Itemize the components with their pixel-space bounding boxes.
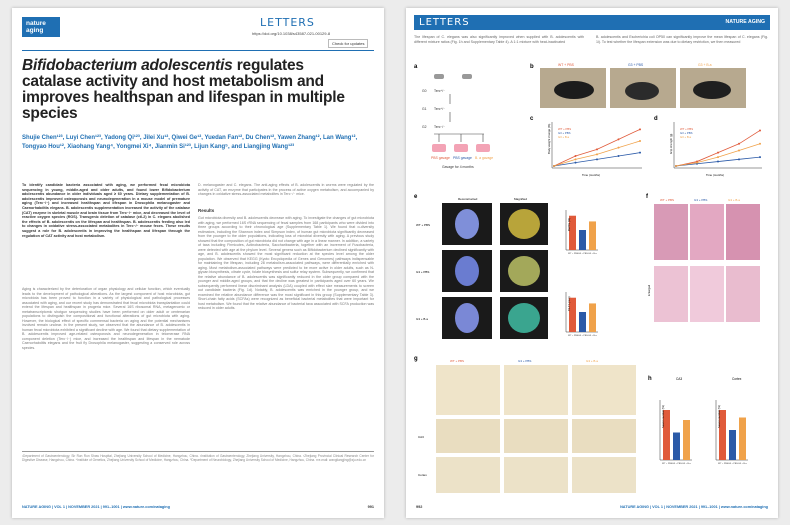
photo-label-g3: G3 + PBS [628, 63, 644, 67]
tick-label: G3 + B.a [738, 463, 747, 465]
chart-grip-strength [675, 127, 761, 167]
row-label-ca3: CA3 [418, 435, 424, 439]
right-journal-name: NATURE AGING [725, 19, 765, 25]
panel-c-label: c [530, 116, 534, 122]
legend-entry: G3 + B.a [558, 135, 570, 139]
microct-images [442, 203, 548, 339]
data-point [717, 152, 719, 154]
chart-h2-title: Cortex [732, 377, 742, 381]
mouse-photo-ba [693, 81, 731, 99]
logo-line-1: nature [26, 20, 46, 27]
hist-label-wt: WT + PBS [660, 198, 675, 202]
tick-label: WT + PBS [718, 463, 729, 465]
legend-entry: WT + PBS [680, 127, 694, 131]
mouse-photo-g3 [625, 82, 659, 100]
data-point [596, 148, 598, 150]
panel-h-label: h [648, 376, 652, 382]
axis-e-bar2: Tb.Th (mm) [567, 296, 571, 311]
right-col2-text: B. adolescentis and Escherichia coli OP50 can significantly improve the mean lifespan of C. elegans (Fig. 1i). To test whether the lifespan extension was due to dietary restriction, we then measured [596, 35, 768, 44]
left-page [12, 8, 384, 518]
data-point [618, 155, 620, 157]
hist-label-g3: G3 + PBS [694, 198, 708, 202]
row-label-ba: G3 + B.a [416, 317, 428, 321]
bar [673, 433, 680, 461]
brain-label-wt: WT + PBS [450, 359, 465, 363]
mouse-photo-wt [554, 81, 594, 99]
check-updates-button[interactable]: Check for updates [328, 39, 368, 48]
axis-d-y: Grip strength (g) [669, 133, 673, 154]
data-point [575, 162, 577, 164]
row-label-g3: G3 + PBS [416, 270, 430, 274]
ca3-wt [436, 419, 500, 453]
bar [683, 420, 690, 460]
label-terc-g0: Terc⁺/⁻ [434, 89, 445, 93]
ca3-g3 [504, 419, 568, 453]
panel-h [648, 376, 748, 465]
data-point [717, 161, 719, 163]
data-point [738, 149, 740, 151]
panel-g [414, 356, 636, 493]
series-line-2 [676, 144, 760, 166]
panel-g-label: g [414, 356, 418, 362]
bar [579, 230, 586, 250]
histology-g3-zoom [690, 266, 724, 322]
label-terc-g1: Terc⁺/⁻ [434, 107, 445, 111]
legend-entry: G3 + PBS [680, 131, 693, 135]
label-enlarged: Enlarged [647, 284, 651, 296]
title-species: Bifidobacterium adolescentis [22, 57, 233, 74]
brain-ba [572, 365, 636, 415]
panel-f [646, 194, 760, 322]
histology-wt-zoom [654, 266, 688, 322]
panel-d [654, 116, 762, 177]
mouse-icon [434, 74, 444, 79]
tick-label: G3 + PBS [672, 463, 682, 465]
data-point [738, 158, 740, 160]
ca3-ba [572, 419, 636, 453]
data-point [675, 165, 677, 167]
journal-logo [22, 17, 60, 37]
photo-label-ba: G3 + B.a [698, 63, 712, 67]
panel-c [530, 116, 642, 177]
label-ba: B. a gavage [475, 156, 494, 160]
histology-wt [654, 204, 688, 260]
data-point [696, 162, 698, 164]
label-reconstructed: Reconstructed [458, 197, 478, 201]
right-footer: NATURE AGING | VOL 1 | NOVEMBER 2021 | 991–1001 | www.nature.com/nataging [620, 505, 768, 509]
hist-label-ba: G3 + B.a [728, 198, 740, 202]
panel-b [530, 63, 746, 108]
brain-g3 [504, 365, 568, 415]
data-point [596, 153, 598, 155]
data-point [639, 152, 641, 154]
axis-c-y: Body weight change (%) [547, 123, 551, 154]
label-pbs-2: PBS gavage [453, 156, 472, 160]
results-heading: Results [198, 208, 215, 213]
axis-h-y1: Neuron number (%) [662, 405, 665, 428]
histology-g3 [690, 204, 724, 260]
tick-label: G3 + B.a [588, 253, 597, 255]
panel-a-label: a [414, 64, 418, 70]
data-point [717, 156, 719, 158]
row-label-wt: WT + PBS [416, 223, 431, 227]
left-footer: NATURE AGING | VOL 1 | NOVEMBER 2021 | 991–1001 | www.nature.com/nataging [22, 505, 170, 509]
right-header-banner [414, 15, 770, 30]
tick-label: G3 + PBS [728, 463, 738, 465]
legend-entry: WT + PBS [558, 127, 572, 131]
title-rest: regulates catalase activity and host metabolism and improves healthspan and lifespan in multiple species [22, 57, 345, 122]
tick-label: WT + PBS [662, 463, 673, 465]
panel-b-label: b [530, 64, 534, 70]
bar [579, 312, 586, 332]
data-point [639, 140, 641, 142]
label-g1: G1 [422, 107, 427, 111]
chart-h1-title: CA3 [676, 377, 683, 381]
tick-label: G3 + B.a [588, 335, 597, 337]
tick-label: WT + PBS [568, 253, 579, 255]
chart-body-weight [553, 127, 641, 167]
axis-h-y2: Neuron number (%) [718, 405, 721, 428]
mouse-wt-icon [432, 144, 446, 152]
bar [739, 418, 746, 461]
brain-label-g3: G3 + PBS [518, 359, 532, 363]
intro-text: Aging is characterized by the deterioration of organ physiology and cellular function, which eventually leads to the development of pathological alterations. As the largest component of host microbiota, gut microbiota has been proved to function in a variety of physiological and pathological processes associated with aging, and our recent study has demonstrated that fecal microbiota transplantation could extend the lifespan and healthspan in progeria mice. Several 16S ribosomal RNA, metagenomic or metatranscriptomic shotgun sequencing studies have been performed on older adult or centenarian populations to distinguish the compositional and functional alterations of gut microbiota with aging. However, the biological effect of specific commensal bacteria on aging and the potential mechanisms involved remain unclear. In the present study, we observed that the abundance of B. adolescentis in human fecal microbiota exhibited a significant decline with age. We found that dietary supplementation of B. adolescentis improved age-related osteoporosis and neurodegeneration in telomerase RNA component deletion (Terc⁻/⁻) mice, and increased the healthspan and lifespan in the nematode Caenorhabditis elegans and the fruit fly Drosophila melanogaster, suggesting a conserved role across species. [22, 287, 190, 350]
affiliations: ¹Department of Gastroenterology, Sir Run Run Shaw Hospital, Zhejiang University School of Medicine, Hangzhou, China. ²Institution of Gastroenterology, Zhejiang University, Hangzhou, China. ³Zhejiang Provincial Clinical Research Center for Digestive Disease, Hangzhou, China. ⁴Institute of Genetics, Zhejiang University School of Medicine, Hangzhou, China. ⁵Department of Neurobiology, Zhejiang University School of Medicine, Hangzhou, China. ✉e-mail: wangliangjing@zju.edu.cn [22, 454, 374, 463]
results-text: Gut microbiota diversity and B. adolescentis decrease with aging. To investigate the changes of gut microbiota with aging, we performed 16S rRNA sequencing of fecal samples from 168 participants who were divided into three groups according to their chronological age (Supplementary Table 1). We found that α-diversity estimators, including the Shannon index and Simpson index, of human gut microbiota significantly decreased from the younger to the older populations, indicating loss of microbial diversity with aging. A previous study showed that the composition of gut microbiota did not change with age in a linear manner. In addition, a variety of taxa including Firmicutes, Actinobacteria, Saccharibacteria, together with an increment of Fusobacteria, were detected with age at the phylum level. Several genera such as Bifidobacterium declined significantly with age, and B. adolescentis showed the most significant reduction at the species level among the older population. We observed that KEGG (Kyoto Encyclopedia of Genes and Genomes) pathways indispensable for maintaining the lifespan, including 28 metabolism-associated pathways, were differentially enriched with aging. Most metabolism-associated pathways were predicted to be more active in older adults, such as N-glycan biosynthesis, citrate cycle, folate biosynthesis and sulfur relay system. Subsequently, we confirmed that the relative abundance of B. adolescentis was significantly reduced in the older group compared with the younger and middle-aged groups, and that the decline was greatest in participants aged over 60 years. We subsequently performed linear discriminant analysis (LDA) coupled with effect size measurements to screen out candidate bacteria (Fig. 1d). Notably, B. adolescentis was enriched in the younger group, and we examined the relative abundance difference was the most significant in this group (Supplementary Table 3). Short-chain fatty acids (SCFAs) were recognized as beneficial bacterial metabolites that were important for host metabolism. We found that the relative abundance of bacterial taxa associated with SCFA production was reduced in older adults. [198, 216, 374, 310]
mouse-g3-icon [454, 144, 468, 152]
header-rule [22, 50, 374, 51]
data-point [575, 158, 577, 160]
bar [589, 303, 596, 332]
data-point [639, 128, 641, 130]
mouse-ba-icon [476, 144, 490, 152]
histology-ba [726, 204, 760, 260]
tick-label: G3 + PBS [578, 335, 588, 337]
cortex-ba [572, 457, 636, 493]
data-point [596, 158, 598, 160]
right-page-number: 992 [416, 505, 423, 509]
data-point [759, 129, 761, 131]
bar [729, 430, 736, 460]
axis-d-x: Time (months) [706, 173, 724, 177]
mouse-icon [462, 74, 472, 79]
chart-bvtv [566, 210, 598, 255]
left-page-number: 991 [367, 505, 374, 509]
footnote-rule [22, 451, 374, 452]
brain-wt [436, 365, 500, 415]
tick-label: WT + PBS [568, 335, 579, 337]
article-title [22, 58, 352, 122]
data-point [618, 138, 620, 140]
panel-a [414, 64, 493, 169]
data-point [759, 156, 761, 158]
label-gavage-duration: Gavage for 4 months [442, 165, 474, 169]
data-point [618, 147, 620, 149]
axis-c-x: Time (months) [582, 173, 600, 177]
logo-line-2: aging [26, 27, 44, 34]
bar [589, 221, 596, 250]
article-type: LETTERS [260, 16, 315, 29]
author-list: Shujie Chen¹²³, Luyi Chen¹²³, Yadong Qi¹²³, Jilei Xu¹², Qiwei Ge¹², Yuedan Fan¹², Du Chen¹², Yawen Zhang¹², Lan Wang¹², Tongyao Hou¹², Xiaohang Yang⁴, Yongmei Xi⁴, Jianmin Si¹²³, Lijun Kang⁵, and Liangjing Wang¹²³ [22, 135, 358, 150]
label-terc-g2: Terc⁻/⁻ [434, 125, 445, 129]
data-point [553, 165, 555, 167]
cortex-wt [436, 457, 500, 493]
right-col1-text: The lifespan of C. elegans was also significantly improved when supplied with B. adolescentis with different mixture ratios (Fig. 1h and Supplementary Table 4). A 1:1 mixture with heat-inactivated [414, 35, 584, 44]
panel-e-label: e [414, 194, 418, 200]
right-page [406, 8, 778, 518]
legend-entry: G3 + PBS [558, 131, 571, 135]
doi-link[interactable]: https://doi.org/10.1038/s43587-021-00129-8 [252, 31, 331, 36]
legend-entry: G3 + B.a [680, 135, 692, 139]
brain-label-ba: G3 + B.a [586, 359, 598, 363]
panel-e [414, 194, 598, 339]
data-point [738, 143, 740, 145]
histology-ba-zoom [726, 266, 760, 322]
photo-label-wt: WT + PBS [558, 63, 574, 67]
tick-label: G3 + PBS [578, 253, 588, 255]
col2-intro: D. melanogaster and C. elegans. The anti-aging effects of B. adolescentis in worms were regulated by the activity of CAT, an enzyme that participates in the process of active oxygen metabolism, and accompanied by changes in oxidative stress-associated metabolites in Terc⁻/⁻ mice. [198, 183, 374, 196]
label-magnified: Magnified [514, 197, 528, 201]
panel-d-label: d [654, 116, 658, 122]
data-point [759, 143, 761, 145]
abstract: To identify candidate bacteria associated with aging, we performed fecal microbiota sequencing in young, middle-aged and older adults, and found lower Bifidobacterium adolescentis abundance in older individuals aged ≥ 60 years. Dietary supplementation of B. adolescentis improved osteoporosis and neurodegeneration in a mouse model of premature aging (Terc⁻/⁻) and increased healthspan and lifespan in Drosophila melanogaster and Caenorhabditis elegans. B. adolescentis supplementation increased the activity of the catalase (CAT) enzyme in skeletal muscle and brain tissue from Terc⁻/⁻ mice, and decreased the level of reactive oxygen species (ROS). Transgenic deletion of catalase (ctl-2) in C. elegans abolished the effects of B. adolescentis on the lifespan and healthspan. B. adolescentis feeding also led to changes in oxidative stress-associated metabolites in Terc⁻/⁻ mouse feces. These results suggest a role for B. adolescentis in improving the healthspan and lifespan through the regulation of CAT activity and host metabolism. [22, 183, 190, 238]
row-label-cortex: Cortex [418, 473, 427, 477]
figure-1 [414, 60, 770, 496]
data-point [575, 155, 577, 157]
label-g0: G0 [422, 89, 427, 93]
axis-e-bar1: BV/TV (%) [567, 217, 571, 231]
right-article-type: LETTERS [419, 17, 470, 28]
label-g2: G2 [422, 125, 427, 129]
label-pbs-1: PBS gavage [431, 156, 450, 160]
cortex-g3 [504, 457, 568, 493]
panel-f-label: f [646, 194, 648, 200]
tick-label: G3 + B.a [682, 463, 691, 465]
